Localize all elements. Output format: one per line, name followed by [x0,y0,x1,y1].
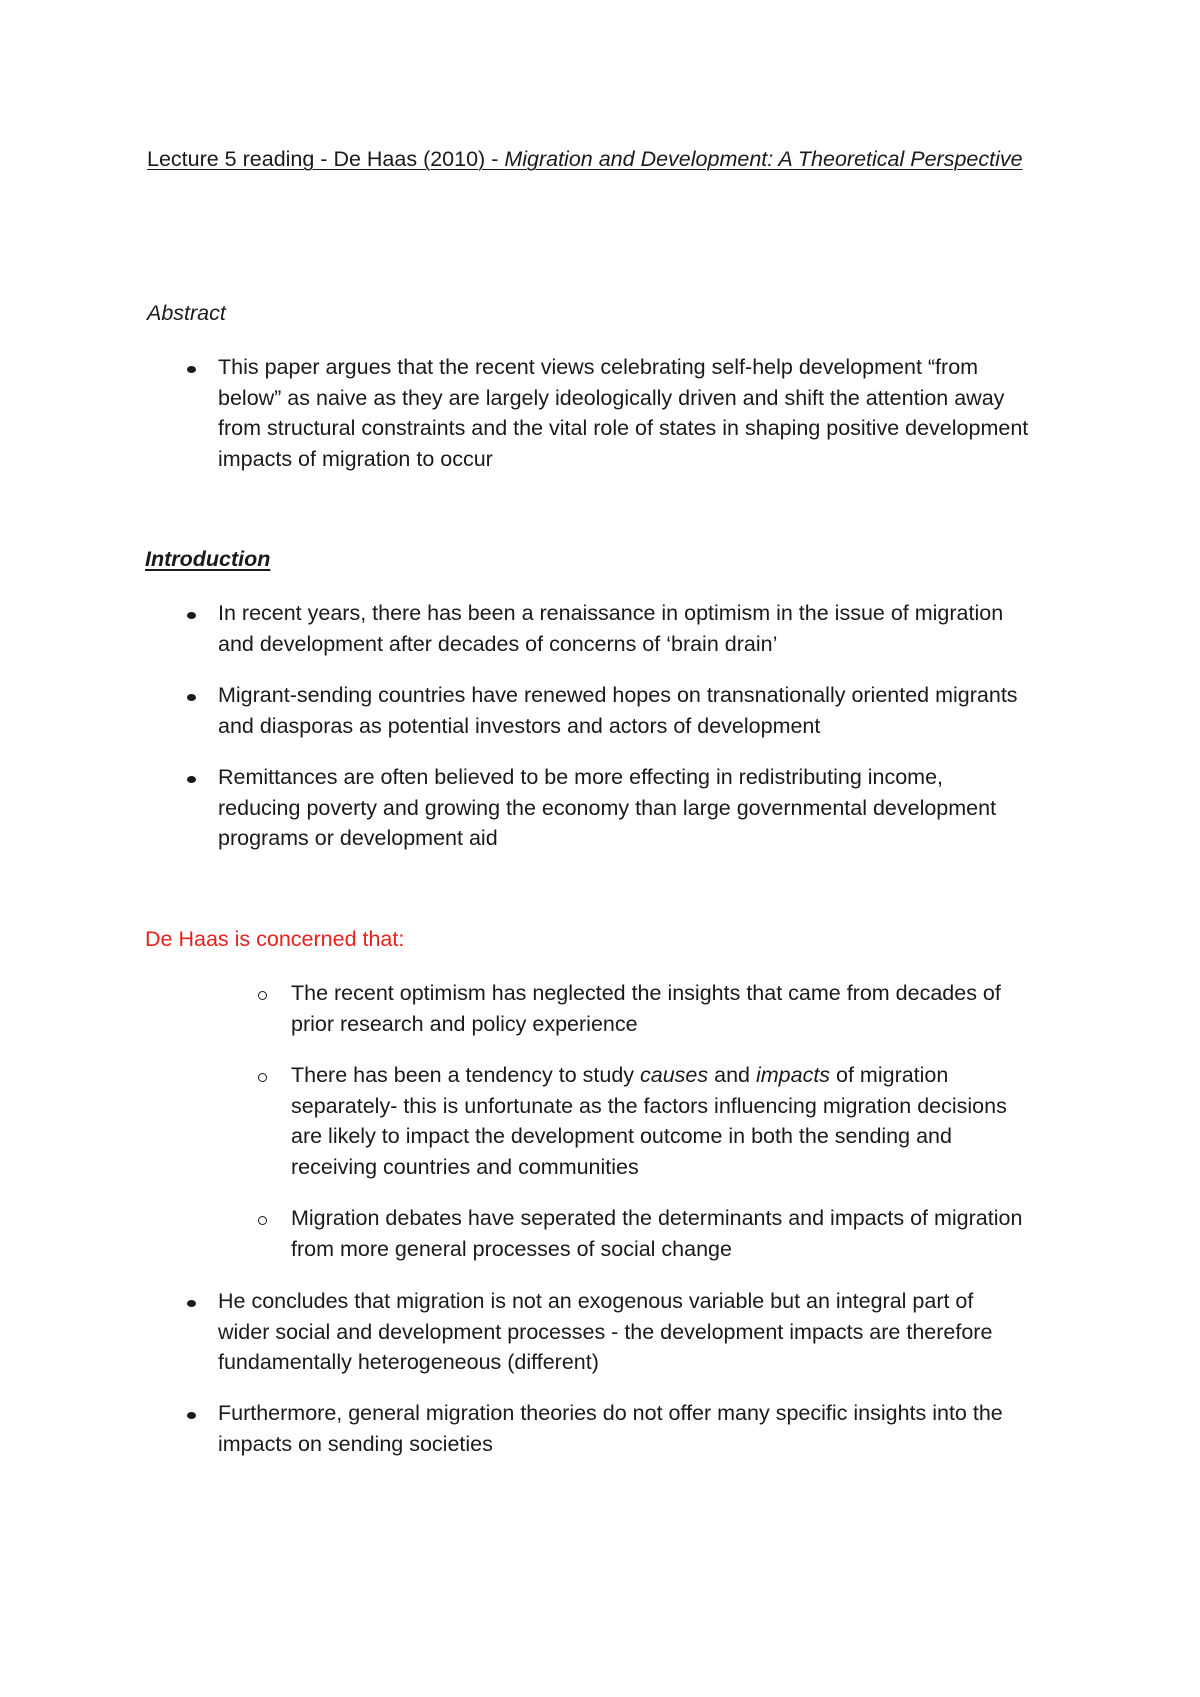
intro-bullet-3 [218,762,1068,854]
text-line: from more general processes of social change [291,1236,732,1261]
concern-sub-bullet-2 [291,1060,1081,1182]
text-line: impacts of migration to occur [218,446,493,471]
text-line: Migrant-sending countries have renewed hopes on transnationally oriented migrants [218,683,1018,707]
text-line: wider social and development processes - the development impacts are therefore [218,1319,993,1344]
text-line: Migration debates have seperated the determinants and impacts of migration [291,1206,1023,1230]
concern-sub-bullet-3 [291,1203,1081,1264]
text-line: fundamentally heterogeneous (different) [218,1350,599,1374]
bullet-icon [187,1412,196,1419]
text-line: from structural constraints and the vital role of states in shaping positive development [218,416,1029,440]
document-title [147,144,1067,175]
abstract-bullet-1 [218,352,1068,474]
text-line: In recent years, there has been a renaissance in optimism in the issue of migration [218,601,1004,625]
circle-bullet-icon [258,1216,267,1225]
text-line: are likely to impact the development outcome in both the sending and [291,1124,952,1148]
text-run: of migration [830,1063,949,1087]
bullet-icon [187,694,196,701]
title-prefix: Lecture 5 reading - De Haas (2010) - [147,147,505,171]
concern-bullet-2 [218,1398,1068,1459]
text-line [291,1060,1081,1091]
text-line: and development after decades of concerns of ‘brain drain’ [218,631,778,656]
concern-heading: De Haas is concerned that: [145,927,405,951]
text-line: Furthermore, general migration theories do not offer many specific insights into the [218,1401,1003,1425]
abstract-heading: Abstract [147,301,226,325]
circle-bullet-icon [258,991,267,1000]
bullet-icon [187,366,196,373]
bullet-icon [187,1300,196,1307]
bullet-icon [187,612,196,619]
title-paper-name: Migration and Development: A Theoretical Perspective [504,147,1023,171]
text-line: receiving countries and communities [291,1154,639,1179]
text-line: Remittances are often believed to be more effecting in redistributing income, [218,765,944,789]
circle-bullet-icon [258,1073,267,1082]
text-run: and [708,1063,756,1087]
text-line: impacts on sending societies [218,1431,493,1456]
bullet-icon [187,776,196,783]
text-run-italic: causes [640,1063,709,1087]
text-line: and diasporas as potential investors and actors of development [218,713,821,738]
text-line: separately- this is unfortunate as the factors influencing migration decisions [291,1093,1007,1118]
text-line: The recent optimism has neglected the insights that came from decades of [291,981,1001,1005]
text-line: below” as naive as they are largely ideologically driven and shift the attention away [218,385,1005,410]
text-line: He concludes that migration is not an exogenous variable but an integral part of [218,1289,974,1313]
concern-sub-bullet-1 [291,978,1081,1039]
intro-bullet-1 [218,598,1068,659]
text-run: There has been a tendency to study [291,1063,641,1087]
text-run-italic: impacts [755,1063,831,1087]
text-line: prior research and policy experience [291,1011,638,1036]
text-line: programs or development aid [218,826,498,850]
concern-bullet-1 [218,1286,1068,1378]
text-line: reducing poverty and growing the economy than large governmental development [218,795,997,820]
text-line: This paper argues that the recent views celebrating self-help development “from [218,355,979,379]
introduction-heading: Introduction [145,547,271,571]
intro-bullet-2 [218,680,1068,741]
